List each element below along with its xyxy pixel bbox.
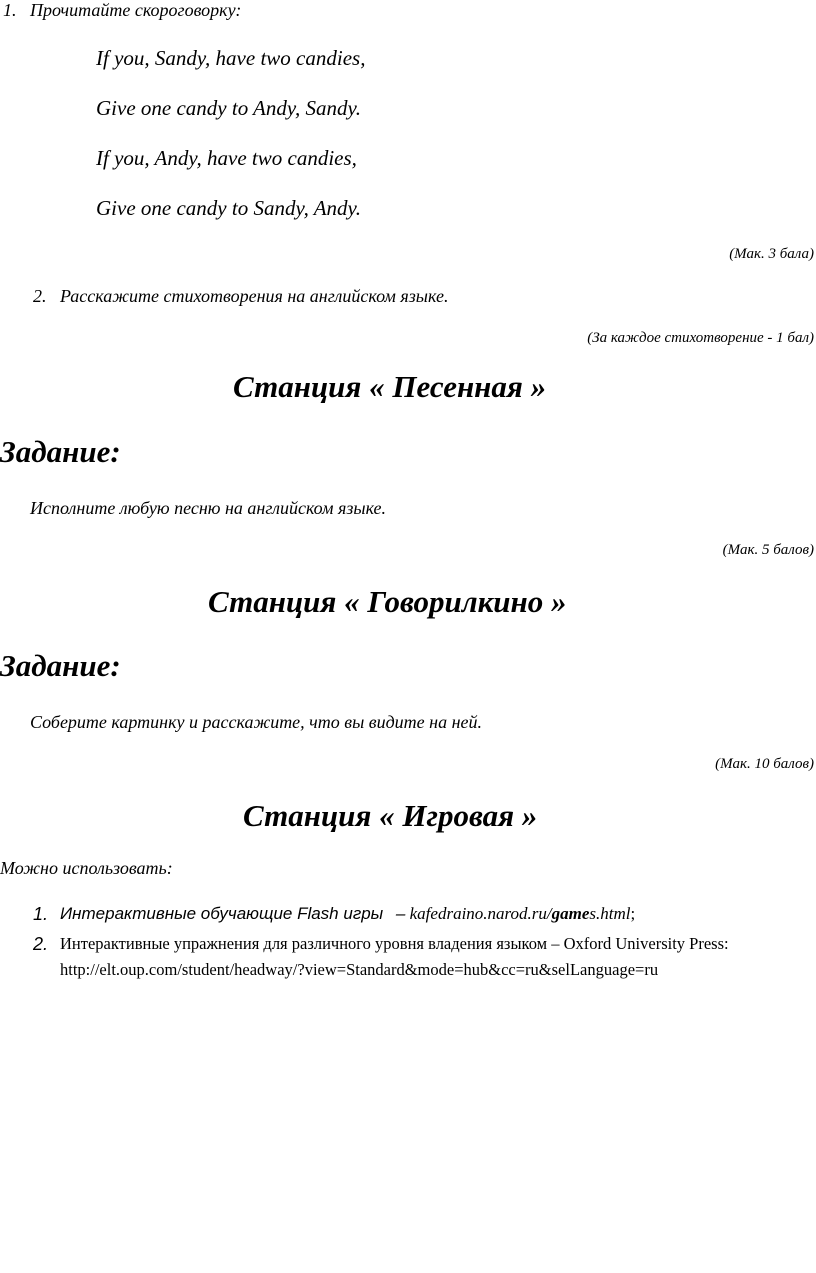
- item-1-number: 1.: [3, 0, 17, 20]
- resource-2-url[interactable]: http://elt.oup.com/student/headway/?view=Standard&mode=hub&cc=ru&selLanguage=ru: [60, 960, 659, 979]
- station-talk-title: Станция « Говорилкино »: [208, 584, 567, 619]
- item-1-score: (Мак. 3 бала): [729, 246, 814, 262]
- station-song-score: (Мак. 5 балов): [722, 542, 814, 558]
- station-song-title: Станция « Песенная »: [233, 369, 547, 404]
- resource-1-end: ;: [630, 904, 636, 923]
- item-2-text: Расскажите стихотворения на английском языке.: [60, 286, 449, 306]
- station-game-title: Станция « Игровая »: [243, 798, 538, 833]
- resource-1-link-suffix: s.html: [589, 904, 631, 923]
- resource-1-label: Интерактивные обучающие Flash игры: [60, 904, 384, 923]
- station-song-task-label: Задание:: [0, 434, 121, 469]
- resource-1-number: 1.: [33, 904, 49, 924]
- resource-1-line: [60, 904, 635, 924]
- resource-1-link-bold: game: [551, 904, 590, 923]
- item-1-text: Прочитайте скороговорку:: [30, 0, 242, 20]
- poem-line-1: If you, Sandy, have two candies,: [96, 46, 366, 70]
- poem-line-4: Give one candy to Sandy, Andy.: [96, 196, 361, 220]
- station-game-intro: Можно использовать:: [0, 858, 173, 878]
- station-talk-score: (Мак. 10 балов): [715, 756, 814, 772]
- station-song-task-text: Исполните любую песню на английском языке.: [30, 498, 387, 518]
- station-talk-task-text: Соберите картинку и расскажите, что вы видите на ней.: [30, 712, 483, 732]
- item-2-score: (За каждое стихотворение - 1 бал): [587, 330, 814, 346]
- resource-2-number: 2.: [33, 934, 49, 954]
- item-2-number: 2.: [33, 286, 47, 306]
- poem-line-2: Give one candy to Andy, Sandy.: [96, 96, 361, 120]
- resource-2-label: Интерактивные упражнения для различного уровня владения языком – Oxford University Press:: [60, 934, 729, 953]
- resource-1-link[interactable]: [410, 904, 631, 923]
- resource-1-dash: –: [395, 904, 406, 923]
- poem-line-3: If you, Andy, have two candies,: [96, 146, 357, 170]
- station-talk-task-label: Задание:: [0, 648, 121, 683]
- resource-1-link-prefix: kafedraino.narod.ru/: [409, 904, 552, 923]
